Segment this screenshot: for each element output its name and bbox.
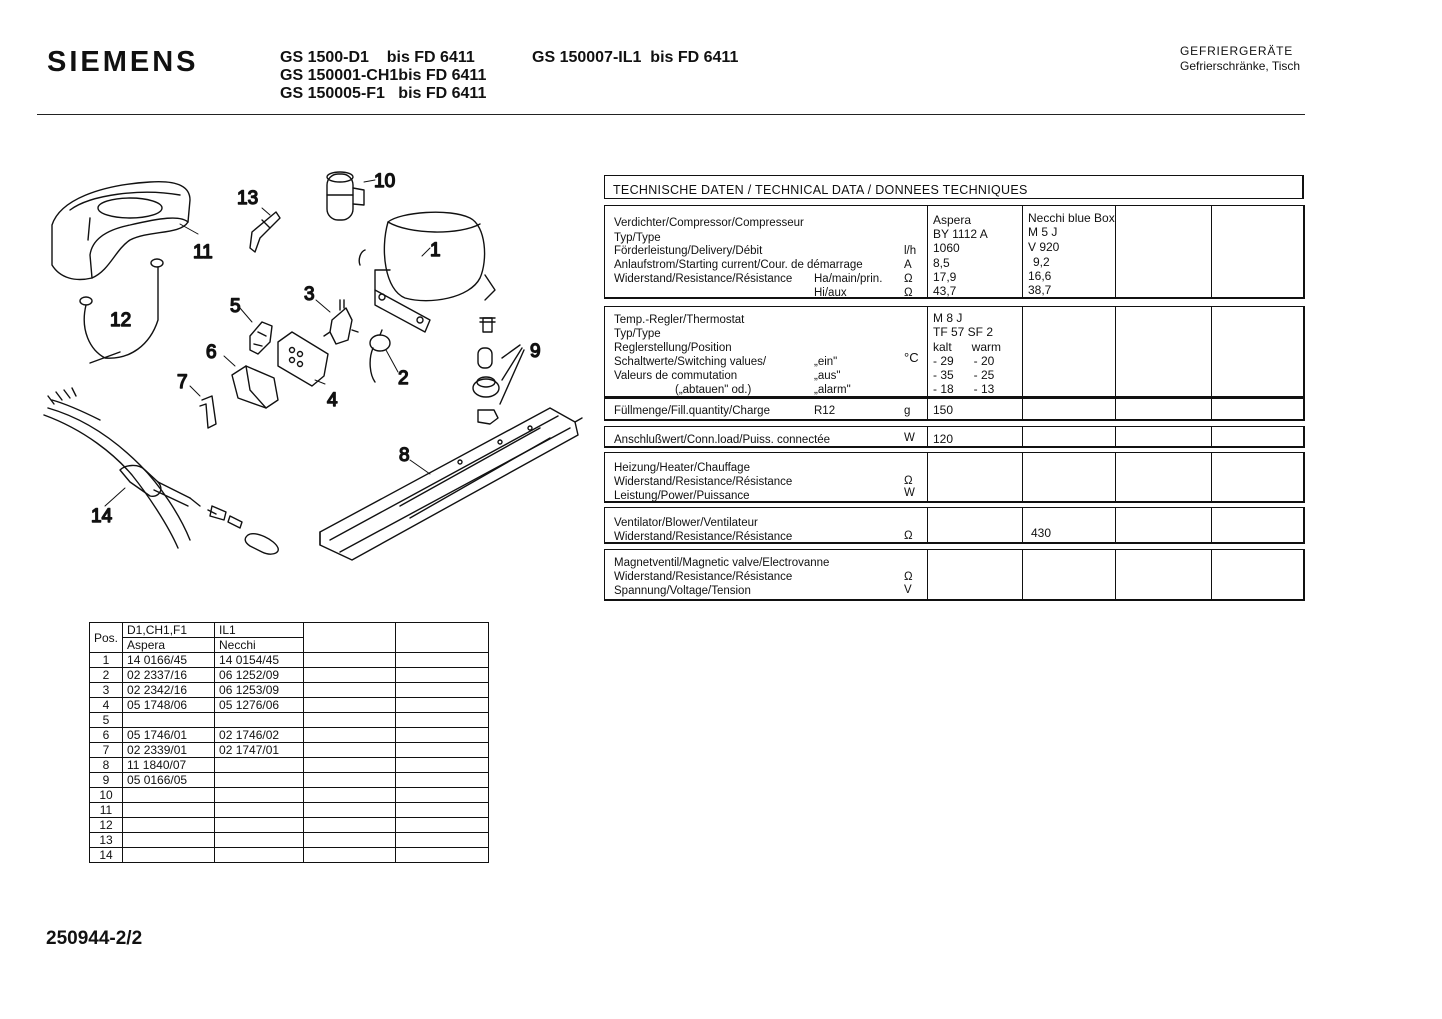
compressor-aspera-current: 8,5 [933, 256, 950, 270]
compressor-unit-res-main: Ω [904, 273, 913, 285]
callout-7: 7 [177, 372, 188, 393]
model-line-2: GS 150001-CH1bis FD 6411 [280, 67, 487, 84]
compressor-aspera-type: BY 1112 A [933, 227, 988, 241]
valve-unit-res: Ω [904, 571, 913, 583]
parts-pos-cell: 3 [90, 683, 123, 698]
tech-data-title: TECHNISCHE DATEN / TECHNICAL DATA / DONNEES TECHNIQUES [604, 175, 1304, 199]
sub-header-necchi: Necchi [215, 638, 304, 653]
parts-empty-cell [396, 848, 489, 863]
parts-necchi-cell [215, 773, 304, 788]
parts-empty-cell [304, 803, 396, 818]
parts-empty-cell [396, 728, 489, 743]
thermostat-unit: °C [904, 350, 919, 365]
parts-empty-cell [396, 833, 489, 848]
model-line-3: GS 150005-F1 bis FD 6411 [280, 85, 487, 102]
parts-aspera-cell: 02 2342/16 [123, 683, 215, 698]
part-9-mounting-set [473, 318, 524, 424]
callout-8: 8 [399, 445, 410, 466]
parts-aspera-cell [123, 803, 215, 818]
blower-unit: Ω [904, 530, 913, 542]
parts-empty-cell [396, 758, 489, 773]
blower-value: 430 [1031, 526, 1052, 540]
load-label: Anschlußwert/Conn.load/Puiss. connectée [614, 434, 831, 446]
table-row [90, 698, 489, 713]
heater-label: Heizung/Heater/Chauffage [614, 462, 750, 474]
table-row [90, 743, 489, 758]
parts-necchi-cell [215, 713, 304, 728]
compressor-label: Verdichter/Compressor/Compresseur [614, 217, 804, 229]
thermostat-position-label: Reglerstellung/Position [614, 342, 732, 354]
table-row [90, 683, 489, 698]
compressor-aspera-res-aux: 43,7 [933, 284, 957, 298]
thermostat-defrost-label: („abtauen" od.) [675, 384, 752, 396]
parts-necchi-cell: 02 1747/01 [215, 743, 304, 758]
header-rule [37, 114, 1305, 115]
section-valve [604, 549, 1305, 601]
table-row [90, 803, 489, 818]
section-load [604, 426, 1305, 448]
part-6-cover [232, 366, 278, 408]
blower-resistance-label: Widerstand/Resistance/Résistance [614, 531, 793, 543]
compressor-sub-main: Ha/main/prin. [814, 273, 883, 285]
section-compressor [604, 205, 1305, 299]
parts-aspera-cell: 14 0166/45 [123, 653, 215, 668]
parts-pos-cell: 5 [90, 713, 123, 728]
table-row [90, 653, 489, 668]
compressor-necchi-delivery: V 920 [1028, 240, 1060, 254]
part-14-wire-harness [44, 388, 278, 554]
compressor-necchi-res-aux: 38,7 [1028, 283, 1052, 297]
parts-empty-cell [396, 653, 489, 668]
compressor-current-label: Anlaufstrom/Starting current/Cour. de démarrage [614, 259, 863, 271]
category-subtitle: Gefrierschränke, Tisch [1180, 59, 1301, 73]
table-row [90, 848, 489, 863]
compressor-type-label: Typ/Type [614, 232, 661, 244]
thermostat-alarm-values: - 18 - 13 [933, 382, 995, 396]
callout-12: 12 [110, 310, 132, 331]
part-2-overload [370, 330, 390, 382]
heater-unit-power: W [904, 487, 915, 499]
callout-4: 4 [327, 390, 338, 411]
parts-pos-cell: 4 [90, 698, 123, 713]
parts-necchi-cell [215, 833, 304, 848]
parts-necchi-cell [215, 758, 304, 773]
charge-value: 150 [933, 403, 954, 417]
pos-header: Pos. [90, 623, 123, 653]
parts-empty-cell [396, 698, 489, 713]
parts-necchi-cell: 02 1746/02 [215, 728, 304, 743]
blower-label: Ventilator/Blower/Ventilateur [614, 517, 758, 529]
table-row [90, 788, 489, 803]
compressor-unit-current: A [904, 259, 912, 271]
callout-2: 2 [398, 368, 409, 389]
parts-aspera-cell: 05 1746/01 [123, 728, 215, 743]
compressor-aspera-res-main: 17,9 [933, 270, 957, 284]
callout-14: 14 [91, 506, 113, 527]
parts-necchi-cell: 05 1276/06 [215, 698, 304, 713]
parts-aspera-cell: 05 1748/06 [123, 698, 215, 713]
parts-aspera-cell: 05 0166/05 [123, 773, 215, 788]
parts-aspera-cell [123, 788, 215, 803]
parts-empty-cell [304, 653, 396, 668]
part-13-clip [250, 212, 280, 252]
part-1-compressor [359, 212, 495, 332]
part-7-spring-clip [200, 396, 216, 428]
parts-necchi-cell: 06 1253/09 [215, 683, 304, 698]
parts-pos-cell: 8 [90, 758, 123, 773]
parts-necchi-cell [215, 818, 304, 833]
model-line-1: GS 1500-D1 bis FD 6411 [280, 49, 475, 66]
compressor-delivery-label: Förderleistung/Delivery/Débit [614, 245, 763, 257]
compressor-necchi-brand: Necchi blue Box [1028, 211, 1115, 225]
callout-9: 9 [530, 341, 541, 362]
table-row [90, 728, 489, 743]
parts-empty-cell [396, 668, 489, 683]
section-blower [604, 507, 1305, 544]
parts-aspera-cell [123, 713, 215, 728]
thermostat-state-on: „ein" [814, 356, 838, 368]
thermostat-on-values: - 29 - 20 [933, 354, 995, 368]
parts-pos-cell: 12 [90, 818, 123, 833]
callout-13: 13 [237, 188, 259, 209]
parts-empty-cell [396, 683, 489, 698]
model-line-4: GS 150007-IL1 bis FD 6411 [532, 49, 739, 66]
part-8-rail [320, 408, 582, 560]
parts-empty-cell [304, 788, 396, 803]
callout-6: 6 [206, 342, 217, 363]
parts-pos-cell: 10 [90, 788, 123, 803]
parts-empty-cell [304, 818, 396, 833]
callout-11: 11 [193, 242, 213, 263]
table-row [90, 818, 489, 833]
parts-empty-cell [304, 728, 396, 743]
thermostat-state-off: „aus" [814, 370, 841, 382]
parts-empty-cell [304, 833, 396, 848]
callout-10: 10 [374, 171, 396, 192]
part-11-drip-tray [52, 182, 190, 280]
parts-aspera-cell [123, 818, 215, 833]
parts-empty-cell [396, 713, 489, 728]
parts-table [89, 622, 489, 863]
parts-empty-cell [304, 743, 396, 758]
thermostat-type: TF 57 SF 2 [933, 325, 994, 339]
valve-resistance-label: Widerstand/Resistance/Résistance [614, 571, 793, 583]
valve-voltage-label: Spannung/Voltage/Tension [614, 585, 751, 597]
parts-pos-cell: 14 [90, 848, 123, 863]
heater-resistance-label: Widerstand/Resistance/Résistance [614, 476, 793, 488]
parts-empty-cell [396, 743, 489, 758]
parts-necchi-cell: 06 1252/09 [215, 668, 304, 683]
compressor-aspera-delivery: 1060 [933, 241, 960, 255]
parts-pos-cell: 1 [90, 653, 123, 668]
section-thermostat [604, 306, 1305, 398]
compressor-sub-aux: Hi/aux [814, 287, 847, 299]
parts-empty-cell [396, 773, 489, 788]
compressor-necchi-res-main: 16,6 [1028, 269, 1052, 283]
heater-power-label: Leistung/Power/Puissance [614, 490, 750, 502]
charge-unit: g [904, 405, 911, 417]
compressor-necchi-type: M 5 J [1028, 225, 1058, 239]
callout-1: 1 [430, 240, 441, 261]
parts-aspera-cell: 02 2339/01 [123, 743, 215, 758]
parts-pos-cell: 13 [90, 833, 123, 848]
thermostat-off-values: - 35 - 25 [933, 368, 995, 382]
thermostat-state-alarm: „alarm" [814, 384, 851, 396]
callout-3: 3 [304, 284, 315, 305]
parts-empty-cell [304, 713, 396, 728]
part-4-terminal-block [278, 332, 328, 386]
parts-empty-cell [304, 683, 396, 698]
parts-empty-cell [304, 668, 396, 683]
parts-empty-cell [396, 788, 489, 803]
empty-header-col4 [396, 623, 489, 653]
sub-header-aspera: Aspera [123, 638, 215, 653]
compressor-necchi-current: 9,2 [1033, 255, 1050, 269]
table-row [90, 668, 489, 683]
charge-refrigerant: R12 [814, 405, 836, 417]
callout-5: 5 [230, 296, 241, 317]
parts-aspera-cell: 11 1840/07 [123, 758, 215, 773]
section-heater [604, 452, 1305, 503]
parts-necchi-cell [215, 848, 304, 863]
table-row [90, 758, 489, 773]
table-row [90, 833, 489, 848]
parts-header-row [90, 623, 489, 638]
compressor-unit-delivery: l/h [904, 245, 917, 257]
parts-pos-cell: 6 [90, 728, 123, 743]
parts-empty-cell [396, 818, 489, 833]
thermostat-commutation-label: Valeurs de commutation [614, 370, 738, 382]
group1-header: D1,CH1,F1 [123, 623, 215, 638]
valve-label: Magnetventil/Magnetic valve/Electrovanne [614, 557, 830, 569]
empty-header-col3 [304, 623, 396, 653]
table-row [90, 713, 489, 728]
thermostat-model: M 8 J [933, 311, 963, 325]
thermostat-type-label: Typ/Type [614, 328, 661, 340]
parts-empty-cell [396, 803, 489, 818]
part-3-relay [324, 300, 358, 344]
category-title: GEFRIERGERÄTE [1180, 44, 1294, 58]
parts-necchi-cell: 14 0154/45 [215, 653, 304, 668]
thermostat-label: Temp.-Regler/Thermostat [614, 314, 745, 326]
parts-empty-cell [304, 758, 396, 773]
load-unit: W [904, 432, 915, 444]
parts-empty-cell [304, 773, 396, 788]
part-10-capacitor [327, 172, 364, 220]
thermostat-switching-label: Schaltwerte/Switching values/ [614, 356, 767, 368]
brand-logo: SIEMENS [47, 46, 199, 78]
compressor-resistance-label: Widerstand/Resistance/Résistance [614, 273, 793, 285]
document-number: 250944-2/2 [46, 928, 143, 949]
parts-necchi-cell [215, 788, 304, 803]
parts-necchi-cell [215, 803, 304, 818]
charge-label: Füllmenge/Fill.quantity/Charge [614, 405, 770, 417]
parts-pos-cell: 9 [90, 773, 123, 788]
parts-pos-cell: 2 [90, 668, 123, 683]
group2-header: IL1 [215, 623, 304, 638]
compressor-unit-res-aux: Ω [904, 287, 913, 299]
exploded-parts-diagram [30, 160, 590, 580]
load-value: 120 [933, 432, 954, 446]
valve-unit-voltage: V [904, 584, 912, 596]
table-row [90, 773, 489, 788]
compressor-aspera-brand: Aspera [933, 213, 972, 227]
parts-pos-cell: 11 [90, 803, 123, 818]
parts-pos-cell: 7 [90, 743, 123, 758]
section-charge [604, 398, 1305, 421]
parts-aspera-cell [123, 848, 215, 863]
parts-aspera-cell [123, 833, 215, 848]
heater-unit-res: Ω [904, 475, 913, 487]
parts-empty-cell [304, 698, 396, 713]
thermostat-position: kalt warm [933, 340, 1002, 354]
parts-aspera-cell: 02 2337/16 [123, 668, 215, 683]
part-5-bracket [250, 322, 272, 354]
callout-leaders [105, 180, 430, 506]
parts-empty-cell [304, 848, 396, 863]
